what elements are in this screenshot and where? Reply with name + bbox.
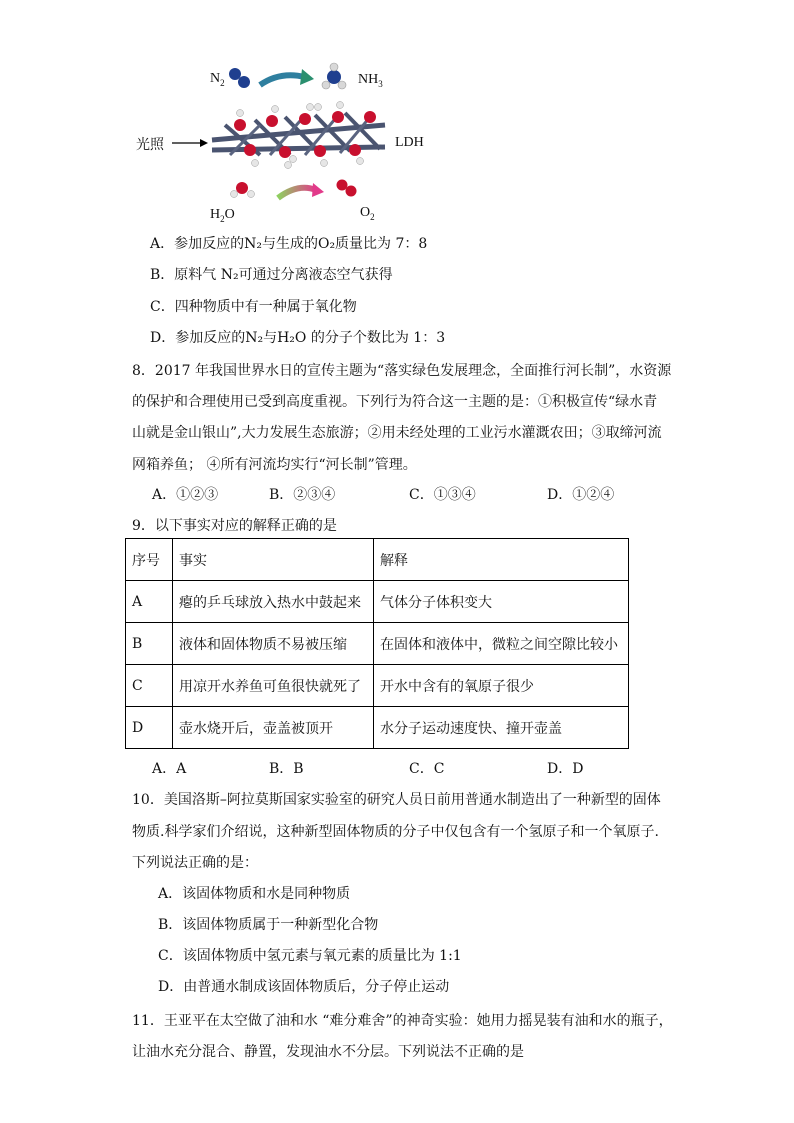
q9-stem: 9．以下事实对应的解释正确的是 bbox=[132, 518, 337, 534]
table-cell: 水分子运动速度快、撞开壶盖 bbox=[374, 707, 629, 749]
o2-molecule-atom bbox=[346, 186, 357, 197]
table-cell: 壶水烧开后，壶盖被顶开 bbox=[173, 707, 374, 749]
q11-stem-line: 让油水充分混合、静置，发现油水不分层。下列说法不正确的是 bbox=[132, 1044, 524, 1060]
table-header-cell: 解释 bbox=[374, 539, 629, 581]
q8-stem-line: 山就是金山银山”,大力发展生态旅游；②用未经处理的工业污水灌溉农田；③取缔河流 bbox=[132, 425, 662, 441]
q8-option-a: A．①②③ bbox=[152, 487, 219, 503]
table-cell: 瘪的乒乓球放入热水中鼓起来 bbox=[173, 581, 374, 623]
h2o-molecule-atom bbox=[236, 182, 248, 194]
q7-option-d: D．参加反应的N₂与H₂O 的分子个数比为 1：3 bbox=[150, 330, 446, 346]
q7-option-a: A．参加反应的N₂与生成的O₂质量比为 7：8 bbox=[150, 236, 428, 252]
table-header-cell: 序号 bbox=[126, 539, 173, 581]
q10-option-c: C．该固体物质中氢元素与氧元素的质量比为 1:1 bbox=[158, 948, 462, 964]
table-cell: 开水中含有的氧原子很少 bbox=[374, 665, 629, 707]
q9-option-a: A．A bbox=[152, 761, 187, 777]
q8-stem-line: 网箱养鱼； ④所有河流均实行“河长制”管理。 bbox=[132, 457, 417, 473]
table-row bbox=[126, 707, 629, 749]
table-cell: A bbox=[126, 581, 173, 623]
q9-option-d: D．D bbox=[547, 761, 584, 777]
table-cell: C bbox=[126, 665, 173, 707]
q8-options bbox=[152, 484, 614, 504]
q9-options bbox=[152, 758, 583, 778]
table-cell: 用凉开水养鱼可鱼很快就死了 bbox=[173, 665, 374, 707]
q9-table bbox=[125, 538, 629, 749]
ldh-label: LDH bbox=[395, 135, 424, 150]
table-cell: 在固体和液体中，微粒之间空隙比较小 bbox=[374, 623, 629, 665]
n2-molecule-atom bbox=[229, 68, 241, 80]
reaction-diagram bbox=[130, 55, 450, 230]
q10-option-d: D．由普通水制成该固体物质后，分子停止运动 bbox=[158, 979, 450, 995]
table-header-cell: 事实 bbox=[173, 539, 374, 581]
q11-stem-line: 11．王亚平在太空做了油和水 “难分难舍”的神奇实验：她用力摇晃装有油和水的瓶子， bbox=[132, 1013, 673, 1029]
h2o-molecule-atom bbox=[248, 191, 255, 198]
nh3-molecule-atom bbox=[338, 81, 346, 89]
q9-option-c: C．C bbox=[409, 761, 445, 777]
q8-option-b: B．②③④ bbox=[269, 487, 336, 503]
q8-option-c: C．①③④ bbox=[409, 487, 476, 503]
nh3-label: $NH_3$ bbox=[358, 72, 383, 89]
table-cell: 气体分子体积变大 bbox=[374, 581, 629, 623]
h2o-molecule-atom bbox=[231, 191, 238, 198]
h2o-to-o2-arrow bbox=[278, 188, 316, 198]
light-arrow-head bbox=[200, 139, 208, 147]
table-row bbox=[126, 623, 629, 665]
q10-stem-line: 10．美国洛斯–阿拉莫斯国家实验室的研究人员日前用普通水制造出了一种新型的固体 bbox=[132, 792, 661, 808]
arrow-head bbox=[312, 183, 324, 197]
q9-option-b: B．B bbox=[269, 761, 304, 777]
q10-stem-line: 下列说法正确的是： bbox=[132, 855, 258, 871]
table-cell: 液体和固体物质不易被压缩 bbox=[173, 623, 374, 665]
nh3-molecule-atom bbox=[322, 81, 330, 89]
table-cell: D bbox=[126, 707, 173, 749]
q10-stem-line: 物质.科学家们介绍说，这种新型固体物质的分子中仅包含有一个氢原子和一个氧原子. bbox=[132, 824, 659, 840]
q8-stem-line: 的保护和合理使用已受到高度重视。下列行为符合这一主题的是：①积极宣传“绿水青 bbox=[132, 394, 658, 410]
o2-label: $O_2$ bbox=[360, 205, 375, 222]
q7-option-b: B．原料气 N₂可通过分离液态空气获得 bbox=[150, 267, 393, 283]
n2-molecule-atom bbox=[238, 76, 250, 88]
light-label: 光照 bbox=[136, 137, 164, 153]
o2-molecule-atom bbox=[337, 180, 348, 191]
n2-to-nh3-arrow bbox=[260, 75, 305, 85]
nh3-molecule-atom bbox=[330, 63, 338, 71]
q8-stem-line: 8．2017 年我国世界水日的宣传主题为“落实绿色发展理念，全面推行河长制”，水资源 bbox=[132, 363, 672, 379]
nh3-molecule-atom bbox=[327, 70, 341, 84]
q7-option-c: C．四种物质中有一种属于氧化物 bbox=[150, 299, 357, 315]
q8-option-d: D．①②④ bbox=[547, 487, 615, 503]
table-cell: B bbox=[126, 623, 173, 665]
q10-option-b: B．该固体物质属于一种新型化合物 bbox=[158, 917, 379, 933]
table-row bbox=[126, 665, 629, 707]
n2-label: $N_2$ bbox=[210, 71, 225, 88]
table-row bbox=[126, 581, 629, 623]
ldh-lattice bbox=[212, 102, 385, 169]
q10-option-a: A．该固体物质和水是同种物质 bbox=[158, 886, 351, 902]
arrow-head bbox=[300, 69, 314, 85]
table-header-row bbox=[126, 539, 629, 581]
h2o-label: $H_2O$ bbox=[210, 207, 235, 224]
